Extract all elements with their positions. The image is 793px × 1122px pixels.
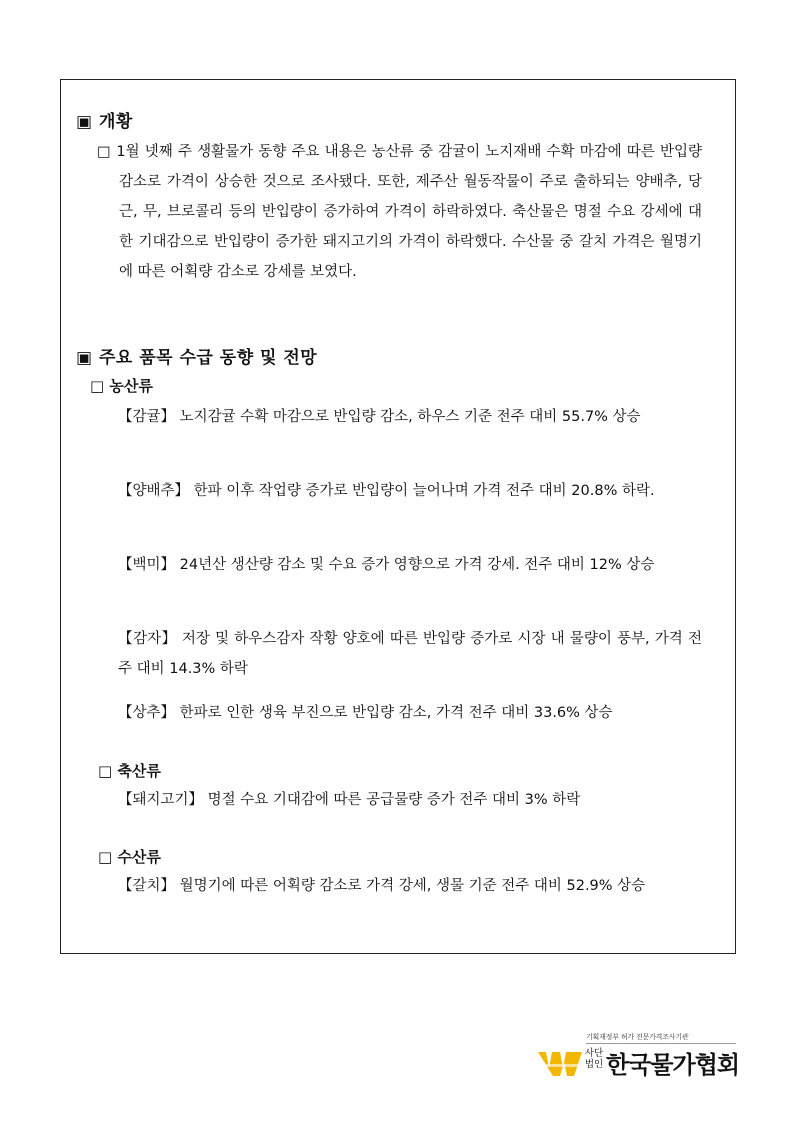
section-heading-trends: ▣ 주요 품목 수급 동향 및 전망 (76, 348, 318, 368)
subheading-agri: □ 농산류 (90, 377, 153, 395)
subheading-livestock: □ 축산류 (98, 762, 161, 780)
list-item: 【돼지고기】 명절 수요 기대감에 따른 공급물량 증가 전주 대비 3% 하락 (118, 792, 581, 808)
logo-tagline: 기획재정부 허가 전문가격조사기관 (586, 1033, 689, 1041)
list-item: 【갈치】 월명기에 따른 어획량 감소로 가격 강세, 생물 기준 전주 대비 52.9% 상승 (118, 878, 646, 894)
list-item: 【감귤】 노지감귤 수확 마감으로 반입량 감소, 하우스 기준 전주 대비 55.7% 상승 (118, 409, 641, 425)
subheading-fishery: □ 수산류 (98, 848, 161, 866)
overview-text: □ 1월 넷째 주 생활물가 동향 주요 내용은 농산류 중 감귤이 노지재배 수확 마감에 따른 반입량 감소로 가격이 상승한 것으로 조사됐다. 또한, 제주산 월동작물이 주로 출하되는 양배추, 당근, 무, 브로콜리 등의 반입량이 증가하여 가격이 하락하였다. 축산물은 명절 수요 강세에 대한 기대감으로 반입량이 증가한 돼지고기의 가격이 하락했다. 수산물 중 갈치 가격은 월명기에 따른 어획량 감소로 강세를 보였다. (97, 144, 702, 280)
logo-divider (586, 1043, 736, 1044)
section-heading-overview: ▣ 개황 (76, 112, 133, 132)
kpa-emblem-icon (538, 1050, 582, 1078)
logo-prefix: 사단법인 (584, 1048, 604, 1070)
organization-logo (538, 1032, 738, 1088)
logo-org-name: 한국물가협회 (606, 1051, 740, 1079)
list-item: 【백미】 24년산 생산량 감소 및 수요 증가 영향으로 가격 강세. 전주 대비 12% 상승 (118, 557, 655, 573)
list-item: 【상추】 한파로 인한 생육 부진으로 반입량 감소, 가격 전주 대비 33.6% 상승 (118, 705, 613, 721)
list-item: 【양배추】 한파 이후 작업량 증가로 반입량이 늘어나며 가격 전주 대비 20.8% 하락. (118, 483, 655, 499)
list-item: 【감자】 저장 및 하우스감자 작황 양호에 따른 반입량 증가로 시장 내 물량이 풍부, 가격 전주 대비 14.3% 하락 (118, 631, 702, 677)
overview-paragraph (97, 137, 702, 287)
